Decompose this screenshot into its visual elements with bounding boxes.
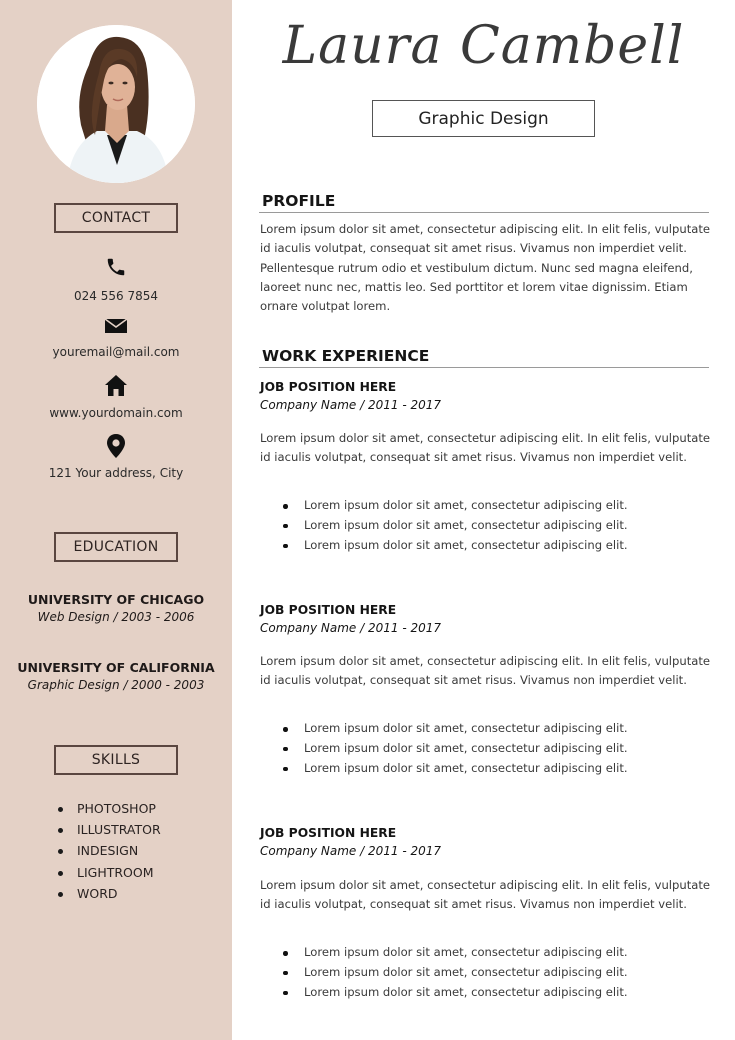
job-position: JOB POSITION HERE [260,380,397,394]
job-title-badge: Graphic Design [372,100,595,137]
education-heading: EDUCATION [54,532,178,562]
contact-item-address [0,433,232,459]
profile-photo [37,25,195,183]
skills-list [55,800,161,906]
portrait-photo-icon [37,25,195,183]
job-description: Lorem ipsum dolor sit amet, consectetur adipiscing elit. In elit felis, vulputate id iaculis volutpat, consequat sit amet risus. Vivamus non imperdiet velit. [260,654,711,688]
skills-heading: SKILLS [54,745,178,775]
skill-item: LIGHTROOM [55,864,161,885]
job-position: JOB POSITION HERE [260,603,397,617]
candidate-name: Laura Cambell [282,16,685,76]
job-bullet: Lorem ipsum dolor sit amet, consectetur adipiscing elit. [282,496,628,516]
education-detail: Web Design / 2003 - 2006 [37,610,195,624]
skill-item: INDESIGN [55,842,161,863]
website-url[interactable]: www.yourdomain.com [49,406,183,420]
skill-item: ILLUSTRATOR [55,821,161,842]
job-company: Company Name / 2011 - 2017 [260,621,442,635]
job-bullet: Lorem ipsum dolor sit amet, consectetur adipiscing elit. [282,739,628,759]
phone-number[interactable]: 024 556 7854 [74,289,158,303]
education-school: UNIVERSITY OF CHICAGO [27,592,205,607]
job-bullet: Lorem ipsum dolor sit amet, consectetur adipiscing elit. [282,943,628,963]
work-experience-heading: WORK EXPERIENCE [259,347,709,368]
contact-heading: CONTACT [54,203,178,233]
street-address: 121 Your address, City [48,466,184,480]
job-bullet: Lorem ipsum dolor sit amet, consectetur adipiscing elit. [282,963,628,983]
job-bullet: Lorem ipsum dolor sit amet, consectetur adipiscing elit. [282,719,628,739]
job-bullet: Lorem ipsum dolor sit amet, consectetur adipiscing elit. [282,983,628,1003]
home-icon [104,374,128,397]
job-company: Company Name / 2011 - 2017 [260,398,442,412]
job-bullet-list [282,496,628,555]
phone-icon [105,256,127,278]
envelope-icon [104,318,128,334]
job-description: Lorem ipsum dolor sit amet, consectetur adipiscing elit. In elit felis, vulputate id iaculis volutpat, consequat sit amet risus. Vivamus non imperdiet velit. [260,431,711,465]
job-company: Company Name / 2011 - 2017 [260,844,442,858]
job-position: JOB POSITION HERE [260,826,397,840]
map-pin-icon [106,433,126,459]
profile-text: Lorem ipsum dolor sit amet, consectetur adipiscing elit. In elit felis, vulputate id iaculis volutpat, consequat sit amet risus. Vivamus non imperdiet velit. Pellentesque rutrum odio et vestibulum dictum. Nunc sed magna eleifend, laoreet nunc nec, mattis leo. Sed porttitor et lorem vitae dignissim. Etiam ornare volutpat lorem. [260,222,711,314]
contact-item-website [0,374,232,397]
contact-item-phone [0,256,232,278]
job-bullet: Lorem ipsum dolor sit amet, consectetur adipiscing elit. [282,536,628,556]
email-address[interactable]: youremail@mail.com [52,345,180,359]
contact-item-email [0,318,232,334]
education-school: UNIVERSITY OF CALIFORNIA [17,660,215,675]
skill-item: PHOTOSHOP [55,800,161,821]
sidebar [0,0,232,1040]
profile-heading: PROFILE [259,192,709,213]
job-bullet-list [282,719,628,778]
job-bullet-list [282,943,628,1002]
job-description: Lorem ipsum dolor sit amet, consectetur adipiscing elit. In elit felis, vulputate id iaculis volutpat, consequat sit amet risus. Vivamus non imperdiet velit. [260,878,711,912]
job-bullet: Lorem ipsum dolor sit amet, consectetur adipiscing elit. [282,516,628,536]
skill-item: WORD [55,885,161,906]
job-bullet: Lorem ipsum dolor sit amet, consectetur adipiscing elit. [282,759,628,779]
education-detail: Graphic Design / 2000 - 2003 [27,678,205,692]
